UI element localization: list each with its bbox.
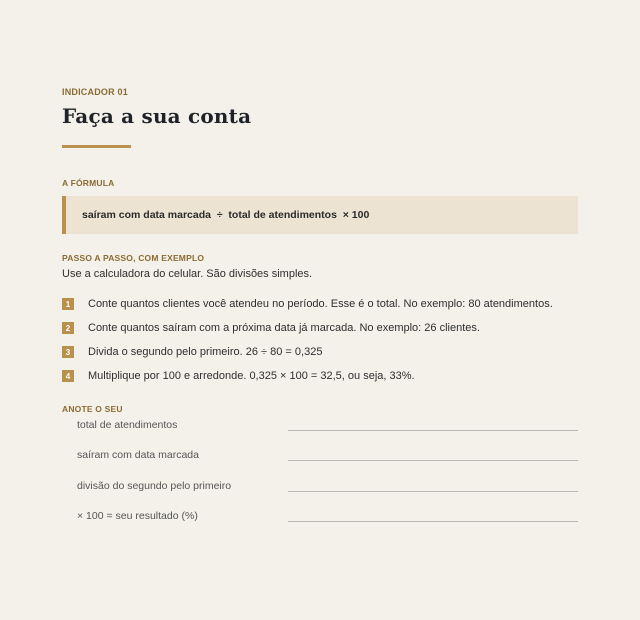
indicator-eyebrow: INDICADOR 01 xyxy=(62,87,128,97)
title-divider xyxy=(62,145,131,148)
field-divisao xyxy=(62,480,578,496)
field-resultado xyxy=(62,510,578,526)
steps-list xyxy=(62,292,553,388)
step-number-badge: 1 xyxy=(62,298,74,310)
fill-in-line[interactable] xyxy=(288,430,578,431)
field-total-atendimentos xyxy=(62,419,578,435)
notes-label: ANOTE O SEU xyxy=(62,404,123,414)
formula-expression: saíram com data marcada ÷ total de atendimentos × 100 xyxy=(82,209,370,221)
formula-box xyxy=(62,196,578,234)
step-text: Conte quantos saíram com a próxima data já marcada. No exemplo: 26 clientes. xyxy=(88,322,480,334)
step-text: Divida o segundo pelo primeiro. 26 ÷ 80 = 0,325 xyxy=(88,346,323,358)
field-label: saíram com data marcada xyxy=(77,449,199,461)
field-label: total de atendimentos xyxy=(77,419,178,431)
step-item xyxy=(62,340,553,364)
fill-in-line[interactable] xyxy=(288,521,578,522)
page-title: Faça a sua conta xyxy=(62,104,252,128)
fill-in-line[interactable] xyxy=(288,491,578,492)
step-number-badge: 3 xyxy=(62,346,74,358)
field-label: × 100 = seu resultado (%) xyxy=(77,510,198,522)
step-number-badge: 4 xyxy=(62,370,74,382)
field-label: divisão do segundo pelo primeiro xyxy=(77,480,232,492)
step-item xyxy=(62,316,553,340)
steps-label: PASSO A PASSO, COM EXEMPLO xyxy=(62,253,205,263)
steps-intro: Use a calculadora do celular. São divisões simples. xyxy=(62,268,313,280)
field-sairam-com-data xyxy=(62,449,578,465)
step-text: Conte quantos clientes você atendeu no período. Esse é o total. No exemplo: 80 atendimentos. xyxy=(88,298,553,310)
step-number-badge: 2 xyxy=(62,322,74,334)
fill-in-line[interactable] xyxy=(288,460,578,461)
step-text: Multiplique por 100 e arredonde. 0,325 × 100 = 32,5, ou seja, 33%. xyxy=(88,370,415,382)
step-item xyxy=(62,292,553,316)
step-item xyxy=(62,364,553,388)
formula-label: A FÓRMULA xyxy=(62,178,115,188)
